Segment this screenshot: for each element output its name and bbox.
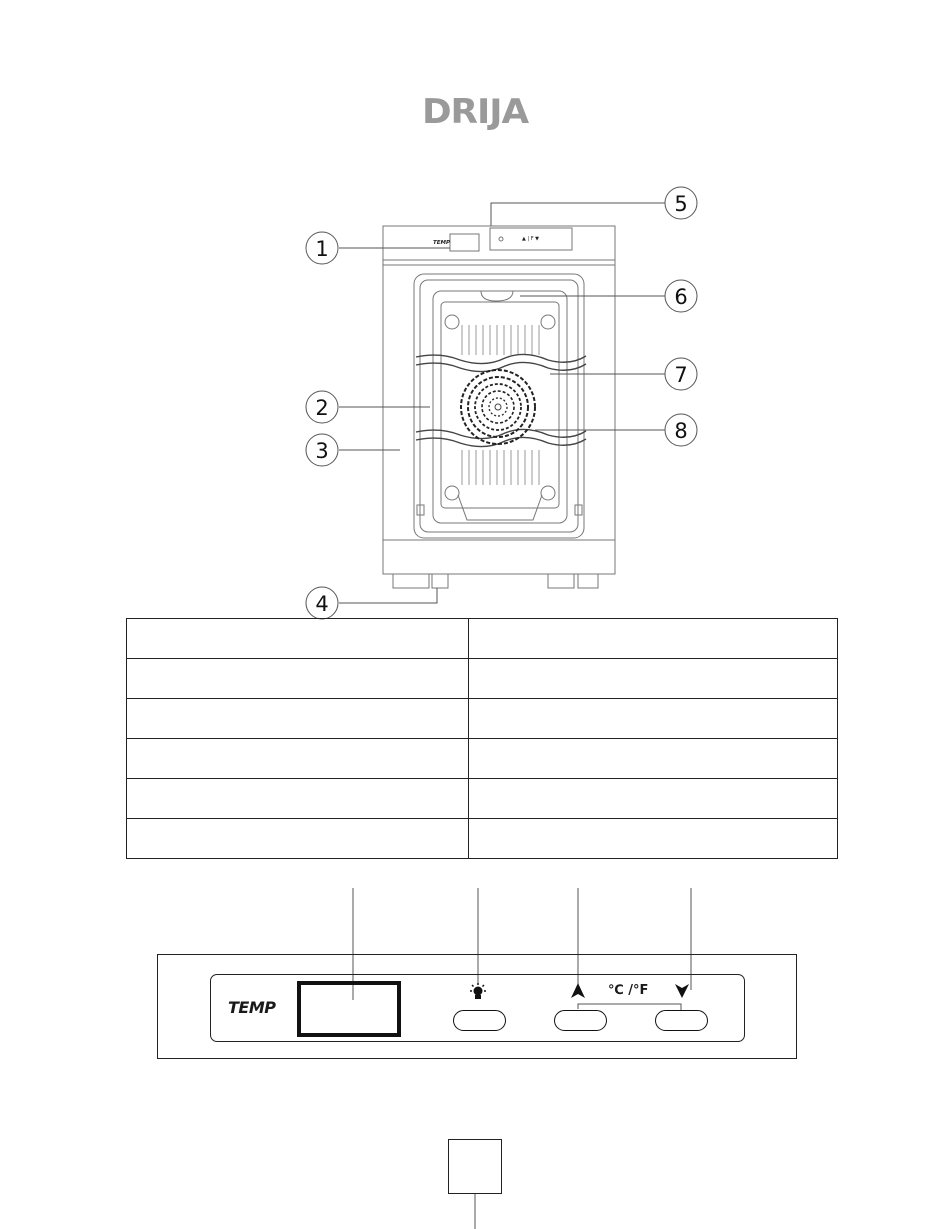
- part-name-cell: [469, 619, 838, 659]
- cooler-temp-text: TEMP: [433, 240, 451, 246]
- page-number-box: [448, 1139, 502, 1194]
- callout-4-label: 4: [315, 592, 329, 616]
- part-number-cell: [127, 619, 469, 659]
- cooler-panel-symbols: ▲ | F ▼: [522, 236, 540, 242]
- part-number-cell: [127, 819, 469, 859]
- table-row: [127, 819, 838, 859]
- callout-5: [665, 187, 697, 219]
- callout-1: [306, 232, 338, 264]
- temp-down-button[interactable]: [655, 1010, 708, 1031]
- light-button[interactable]: [453, 1010, 506, 1031]
- part-number-cell: [127, 739, 469, 779]
- table-row: [127, 739, 838, 779]
- part-name-cell: [469, 699, 838, 739]
- temp-up-button[interactable]: [554, 1010, 607, 1031]
- callout-2: [306, 391, 338, 423]
- cooler-top-panel: [433, 228, 572, 251]
- brand-logo: DRIJA: [421, 92, 529, 132]
- part-name-cell: [469, 659, 838, 699]
- part-number-cell: [127, 659, 469, 699]
- callout-3-label: 3: [315, 439, 329, 463]
- callout-8-label: 8: [674, 419, 688, 443]
- callout-2-label: 2: [315, 396, 329, 420]
- part-number-cell: [127, 779, 469, 819]
- unit-toggle-label: ℃ /°F: [608, 983, 649, 998]
- part-name-cell: [469, 779, 838, 819]
- part-number-cell: [127, 699, 469, 739]
- part-name-cell: [469, 819, 838, 859]
- table-row: [127, 779, 838, 819]
- callout-3: [306, 434, 338, 466]
- callout-1-label: 1: [315, 237, 329, 261]
- callout-5-label: 5: [674, 192, 688, 216]
- cooling-fan: [461, 370, 535, 444]
- callout-leaders: [339, 203, 665, 603]
- parts-table: [126, 618, 838, 859]
- callout-6-label: 6: [674, 285, 688, 309]
- part-name-cell: [469, 739, 838, 779]
- callout-8: [665, 414, 697, 446]
- table-row: [127, 619, 838, 659]
- table-row: [127, 699, 838, 739]
- temperature-display: [297, 981, 401, 1037]
- callout-6: [665, 280, 697, 312]
- inner-liner: [433, 291, 567, 523]
- panel-temp-label: TEMP: [228, 998, 276, 1017]
- callout-7: [665, 358, 697, 390]
- table-row: [127, 659, 838, 699]
- callout-7-label: 7: [674, 363, 688, 387]
- callout-4: [306, 587, 338, 619]
- control-panel: [210, 974, 745, 1042]
